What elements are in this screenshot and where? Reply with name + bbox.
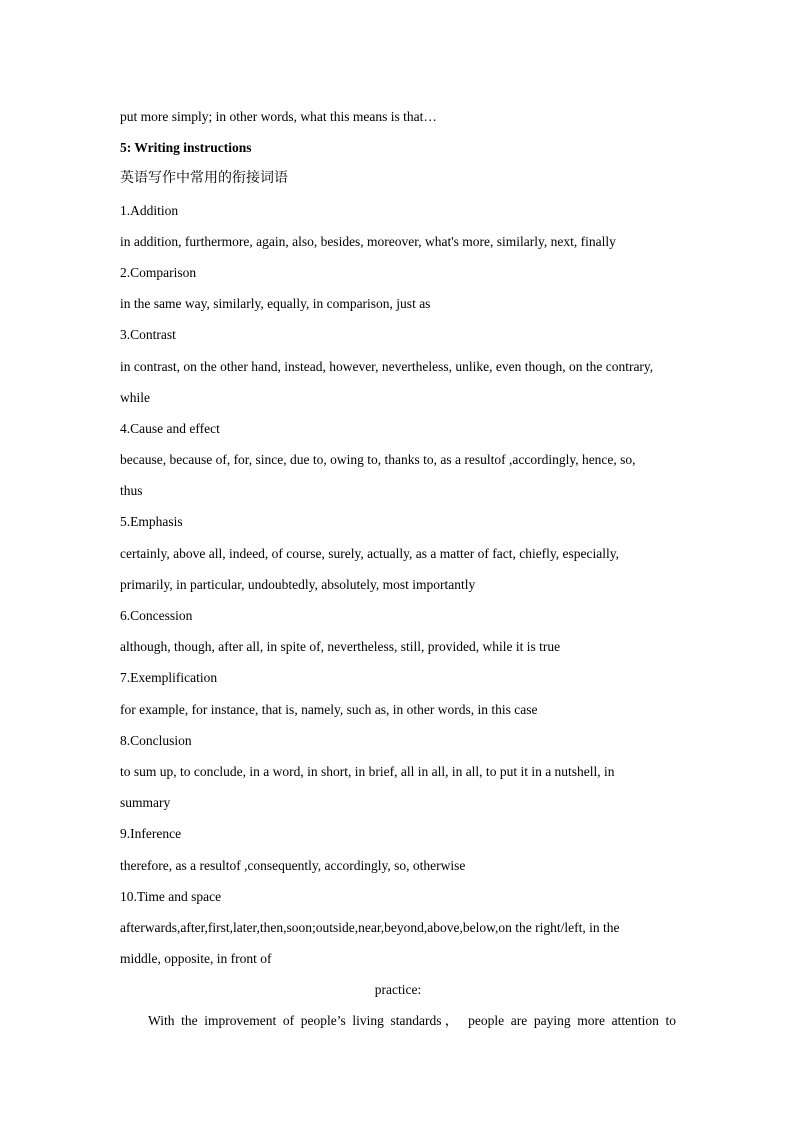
category-heading: 9.Inference — [120, 826, 182, 842]
category-heading: 3.Contrast — [120, 327, 176, 343]
category-heading: 6.Concession — [120, 608, 193, 623]
category-heading: 4.Cause and effect — [120, 420, 220, 436]
category-heading: 1.Addition — [120, 202, 179, 218]
word-list-continued: summary — [120, 795, 171, 811]
category-heading: 8.Conclusion — [120, 732, 192, 748]
section-heading: 5: Writing instructions — [120, 140, 252, 156]
word-list: for example, for instance, that is, namely, such as, in other words, in this case — [120, 701, 538, 717]
practice-paragraph: With the improvement of people’s living standards， people are paying more attention to — [148, 1013, 676, 1029]
word-list-continued: while — [120, 389, 150, 405]
word-list-continued: middle, opposite, in front of — [120, 951, 272, 967]
category-heading: 2.Comparison — [120, 264, 197, 280]
word-list-continued: primarily, in particular, undoubtedly, absolutely, most importantly — [120, 576, 476, 592]
practice-heading: practice: — [374, 982, 422, 998]
category-heading: 10.Time and space — [120, 888, 222, 904]
word-list: although, though, after all, in spite of, nevertheless, still, provided, while it is true — [120, 639, 561, 655]
word-list: therefore, as a resultof ,consequently, accordingly, so, otherwise — [120, 857, 466, 873]
word-list: to sum up, to conclude, in a word, in short, in brief, all in all, in all, to put it in a nutshell, in — [120, 763, 615, 779]
category-heading: 7.Exemplification — [120, 670, 218, 686]
word-list: in contrast, on the other hand, instead, however, nevertheless, unlike, even though, on the contrary, — [120, 358, 654, 374]
word-list-continued: thus — [120, 483, 143, 499]
document-page — [120, 101, 676, 1037]
word-list: in the same way, similarly, equally, in comparison, just as — [120, 296, 431, 312]
word-list: in addition, furthermore, again, also, besides, moreover, what's more, similarly, next, finally — [120, 233, 616, 249]
word-list: because, because of, for, since, due to, owing to, thanks to, as a resultof ,accordingly, hence, so, — [120, 452, 636, 468]
text-line: put more simply; in other words, what this means is that… — [120, 109, 437, 124]
word-list: afterwards,after,first,later,then,soon;outside,near,beyond,above,below,on the right/left, in the — [120, 919, 620, 935]
chinese-subheading: 英语写作中常用的衔接词语 — [120, 170, 288, 187]
word-list: certainly, above all, indeed, of course, surely, actually, as a matter of fact, chiefly, especially, — [120, 545, 620, 561]
category-heading: 5.Emphasis — [120, 514, 183, 530]
